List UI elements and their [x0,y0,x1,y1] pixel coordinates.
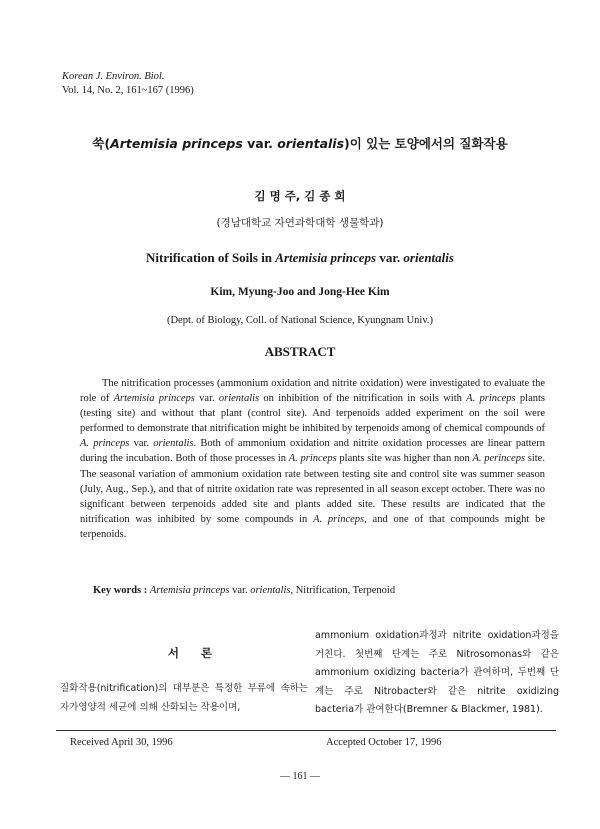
english-affiliation: (Dept. of Biology, Coll. of National Science, Kyungnam Univ.) [166,315,434,326]
keywords-label: Key words : [93,585,150,596]
keywords-rest: , Nitrification, Terpenoid [290,585,396,596]
keywords-species: Artemisia princeps [149,585,230,596]
abstract-species: A. princeps [466,393,516,405]
abstract-body [80,376,545,542]
journal-volume: Vol. 14, No. 2, 161~167 (1996) [62,85,194,96]
abstract-variety: orientalis [153,438,194,450]
abstract-text: site. The seasonal variation of ammonium oxidation rate between testing site and control site was summer season (July, Aug., Sep.), and that of nitrite oxidation rate was represented in all season except october. There was no significant between terpenoids added site and plants added site. These results are indicated that the nitrification was inhibited by some compounds in [80,453,545,525]
abstract-species: A. princeps [313,513,365,525]
keywords-variety: orientalis [250,585,291,596]
abstract-text: plants site was higher than non [336,453,473,465]
abstract-variety: orientalis [218,393,260,405]
english-title-species: Artemisia princeps [275,250,377,265]
korean-title [0,134,600,152]
korean-title-variety: orientalis [277,136,345,151]
page-number: — 161 — [280,771,320,782]
abstract-heading: ABSTRACT [264,344,336,359]
english-title-prefix: Nitrification of Soils in [146,250,276,265]
introduction-heading: 서 론 [167,646,213,660]
journal-citation [62,70,194,98]
abstract-species: A. princeps [288,453,337,465]
abstract-text: , and one of that compounds might be terpenoids. [80,513,545,540]
english-authors: Kim, Myung-Joo and Jong-Hee Kim [210,286,390,298]
abstract-species: A. princeps [80,438,130,450]
introduction-right-column: ammonium oxidation과정과 nitrite oxidation과정을 거친다. 첫번째 단계는 주로 Nitrosomonas와 같은 ammonium oxidizing bacteria가 관여하며, 두번째 단계는 주로 Nitrobacter와 같은 nitrite oxidizing bacteria가 관여한다(Bremner & Blackmer, 1981). [315,630,559,715]
english-title-var: var. [376,250,404,265]
english-title [0,250,600,266]
korean-title-prefix: 쑥( [92,136,111,151]
abstract-text: The nitrification processes (ammonium oxidation and nitrite oxidation) were investigated to evaluate the role of [80,378,545,405]
introduction-left-column: 질화작용(nitrification)의 대부분은 특정한 부류에 속하는 자가영양적 세균에 의해 산화되는 작용이며, [60,683,308,713]
korean-title-var: var. [242,136,278,151]
abstract-species: A. perinceps [472,453,526,465]
abstract-text: var. [129,438,154,450]
keywords-var: var. [229,585,251,596]
abstract-text: on inhibition of the nitrification in soils with [259,393,467,405]
abstract-text: . Both of ammonium oxidation and nitrite oxidation processes are linear pattern during the incubation. Both of those processes in [80,438,546,465]
korean-authors: 김 명 주, 김 종 희 [254,189,346,203]
abstract-text: var. [194,393,219,405]
abstract-text: plants (testing site) and without that plant (control site). And terpenoids added experiment on the soil were performed to demonstrate that nitrification might be inhibited by terpenoids among of chemical compounds of [80,393,546,435]
korean-title-species: Artemisia princeps [110,136,243,151]
received-date: Received April 30, 1996 [70,737,173,748]
english-title-variety: orientalis [403,250,454,265]
keywords [93,585,395,596]
abstract-species: Artemisia princeps [113,393,195,405]
footer-divider [56,730,556,731]
journal-name: Korean J. Environ. Biol. [62,71,165,82]
accepted-date: Accepted October 17, 1996 [326,737,442,748]
korean-title-suffix: )이 있는 토양에서의 질화작용 [344,136,508,151]
korean-affiliation: (경남대학교 자연과학대학 생물학과) [216,217,384,229]
